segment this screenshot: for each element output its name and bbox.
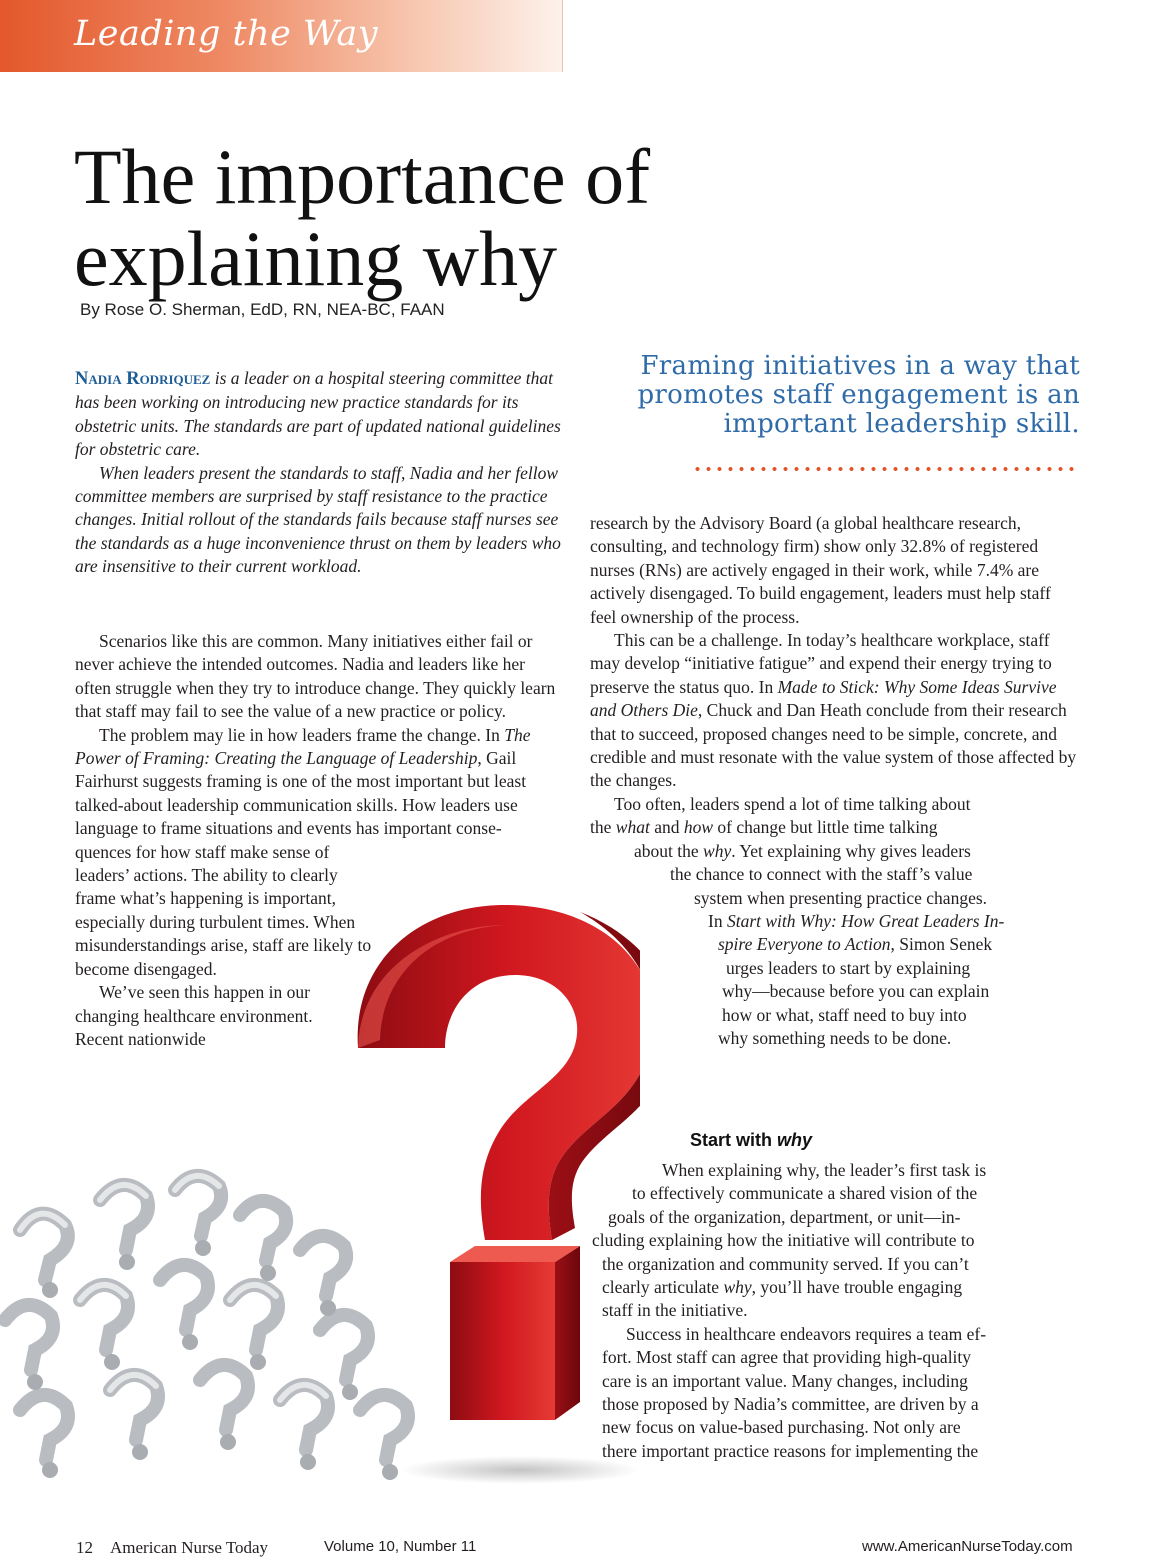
col2b-p1-line-6: [590, 1276, 1080, 1299]
emphasis-why: why: [703, 840, 732, 861]
issue-volume: Volume 10, Number 11: [324, 1538, 477, 1555]
col2b-p1-line-4: cluding explaining how the initiative will contribute to: [592, 1230, 975, 1251]
col2-p2-text-b: , Chuck and Dan Heath conclude from their research that to succeed, proposed changes need to be simple, concrete, and credible and must resonate with the value system of those affected by the changes.: [590, 700, 1077, 791]
grey-question-marks: [5, 1176, 408, 1480]
col2-p4-line-6: why something needs to be done.: [718, 1027, 952, 1048]
lede-runin-name: Nadia Rodriquez: [75, 369, 211, 389]
col2-p4-line-4: why—because before you can explain: [722, 981, 990, 1002]
col2b-p1-line-5: the organization and community served. If you can’t: [602, 1253, 969, 1274]
col2b-p1-line-1: When explaining why, the leader’s first task is: [662, 1160, 987, 1180]
col1-p2-text-a: The problem may lie in how leaders frame the change. In: [99, 724, 505, 745]
col1-paragraph-3: We’ve seen this happen in our changing healthcare environment. Recent nationwide: [75, 982, 313, 1049]
col2b-p1-line-6b: , you’ll have trouble engaging: [751, 1277, 963, 1298]
book-title-made-to-stick: Made to Stick: Why Some Ideas Survive and Others Die: [590, 676, 1057, 721]
lede-paragraphs: [75, 367, 563, 579]
col2-p3-line-2a: the: [590, 817, 616, 838]
lede-paragraph-1-text: is a leader on a hospital steering committee that has been working on introducing new practice standards for its obstetric units. The standards are part of updated national guidelines for obstetric care.: [75, 368, 561, 460]
col2-p4-line-5: how or what, staff need to buy into: [722, 1004, 967, 1025]
col2-p2-text-a: This can be a challenge. In today’s healthcare workplace, staff may develop “initiative fatigue” and expend their energy trying to preserve the status quo. In: [590, 630, 1052, 697]
col2b-p1-line-7: staff in the initiative.: [602, 1300, 748, 1321]
col2b-paragraph-1: [590, 1159, 1080, 1323]
section-banner: [0, 0, 562, 72]
col2-p3-line-4: the chance to connect with the staff’s value: [670, 864, 973, 885]
col2b-p2-line-3: care is an important value. Many changes, including: [602, 1370, 968, 1391]
col2b-p2-line-5: new focus on value-based purchasing. Not only are: [602, 1417, 961, 1438]
col2b-paragraph-2: [590, 1323, 1080, 1463]
book-title-start-with-why-1: Start with Why: How Great Leaders In-: [726, 910, 1005, 931]
col2-paragraph-1: research by the Advisory Board (a global healthcare research, consulting, and technology firm) show only 32.8% of registered nurses (RNs) are actively engaged in their work, while 7.4% are actively disengaged. To build engagement, leaders must help staff feel ownership of the process.: [590, 513, 1051, 627]
column-right: [590, 512, 1080, 1050]
col2-p3-line-2c: of change but little time talking: [713, 817, 938, 838]
article-title: The importance of explaining why: [74, 133, 651, 302]
col2-paragraph-2: [590, 629, 1080, 793]
book-title-start-with-why-2: spire Everyone to Action: [718, 934, 891, 955]
pull-quote: Framing initiatives in a way that promotes staff engagement is an important leadership skill.: [637, 351, 1080, 439]
col2-p3-line-3: [590, 840, 1080, 863]
col2-p4-line-3: urges leaders to start by explaining: [726, 957, 971, 978]
col2-p3-line-2b: and: [649, 817, 684, 838]
subhead-emphasis: why: [777, 1130, 813, 1150]
col2-p3-line-3a: about the: [634, 840, 704, 861]
col2-p3-line-3b: . Yet explaining why gives leaders: [731, 840, 971, 861]
column-right-lower: [590, 1159, 1080, 1463]
col2-p4-line-1a: In: [708, 910, 727, 931]
book-title-power-of-framing: The Power of Framing: Creating the Language of Leadership: [75, 724, 531, 769]
byline: By Rose O. Sherman, EdD, RN, NEA-BC, FAAN: [80, 300, 445, 319]
emphasis-how: how: [683, 817, 714, 838]
col2b-p2-line-6: there important practice reasons for implementing the: [602, 1440, 979, 1461]
section-label: Leading the Way: [74, 14, 379, 54]
col2-p3-line-1: Too often, leaders spend a lot of time talking about: [614, 793, 971, 814]
column-left: [75, 630, 563, 1051]
col1-paragraph-2: [75, 724, 563, 841]
lede-paragraph-2: When leaders present the standards to staff, Nadia and her fellow committee members are surprised by staff resistance to the practice changes. Initial rollout of the standards fails because staff nurses see the standards as a huge inconvenience thrust on them by leaders who are insensitive to their current workload.: [75, 462, 561, 577]
col2-p4-line-2: [590, 933, 1080, 956]
col2b-p2-line-2: fort. Most staff can agree that providing high-quality: [602, 1347, 972, 1368]
col2-p4-line-1: [590, 910, 1080, 933]
magazine-name: American Nurse Today: [110, 1538, 269, 1557]
col2b-p1-line-2: to effectively communicate a shared vision of the: [632, 1183, 978, 1204]
col2-p4-line-2b: , Simon Senek: [890, 934, 993, 955]
col2b-p2-line-1: Success in healthcare endeavors requires a team ef-: [626, 1323, 987, 1344]
lede-paragraph-1: [75, 367, 563, 462]
col2b-p1-line-6a: clearly articulate: [602, 1277, 724, 1298]
col2-p3-line-5: system when presenting practice changes.: [694, 887, 988, 908]
col2-paragraph-4: [590, 910, 1080, 1050]
pull-quote-dotted-rule: [692, 465, 1080, 473]
col1-p2-text-b: , Gail Fairhurst suggests framing is one of the most important but least talked-about leadership communication skills. How leaders use language to frame situations and events has important conse-: [75, 748, 527, 839]
subhead-text: Start with: [690, 1130, 778, 1150]
col2b-p2-line-4: those proposed by Nadia’s committee, are driven by a: [602, 1394, 979, 1415]
col2-paragraph-3: [590, 793, 1080, 910]
col1-paragraph-1: Scenarios like this are common. Many initiatives either fail or never achieve the intended outcomes. Nadia and leaders like her often struggle when they try to introduce change. They quickly learn that staff may fail to see the value of a new practice or policy.: [75, 631, 556, 722]
emphasis-why-2: why: [723, 1277, 752, 1298]
col2b-p1-line-3: goals of the organization, department, or unit—in-: [608, 1206, 961, 1227]
banner-divider: [562, 0, 563, 72]
page-number: 12: [76, 1538, 93, 1557]
col2-p3-line-2: [590, 816, 1080, 839]
subhead-start-with-why: [690, 1130, 812, 1151]
emphasis-what: what: [615, 817, 650, 838]
website-url: www.AmericanNurseToday.com: [862, 1538, 1073, 1555]
col1-paragraph-2-wrap: quences for how staff make sense of leaders’ actions. The ability to clearly frame what’s happening is important, especially during turbulent times. When misunderstandings arise, staff are likely to become disengaged.: [75, 841, 372, 979]
